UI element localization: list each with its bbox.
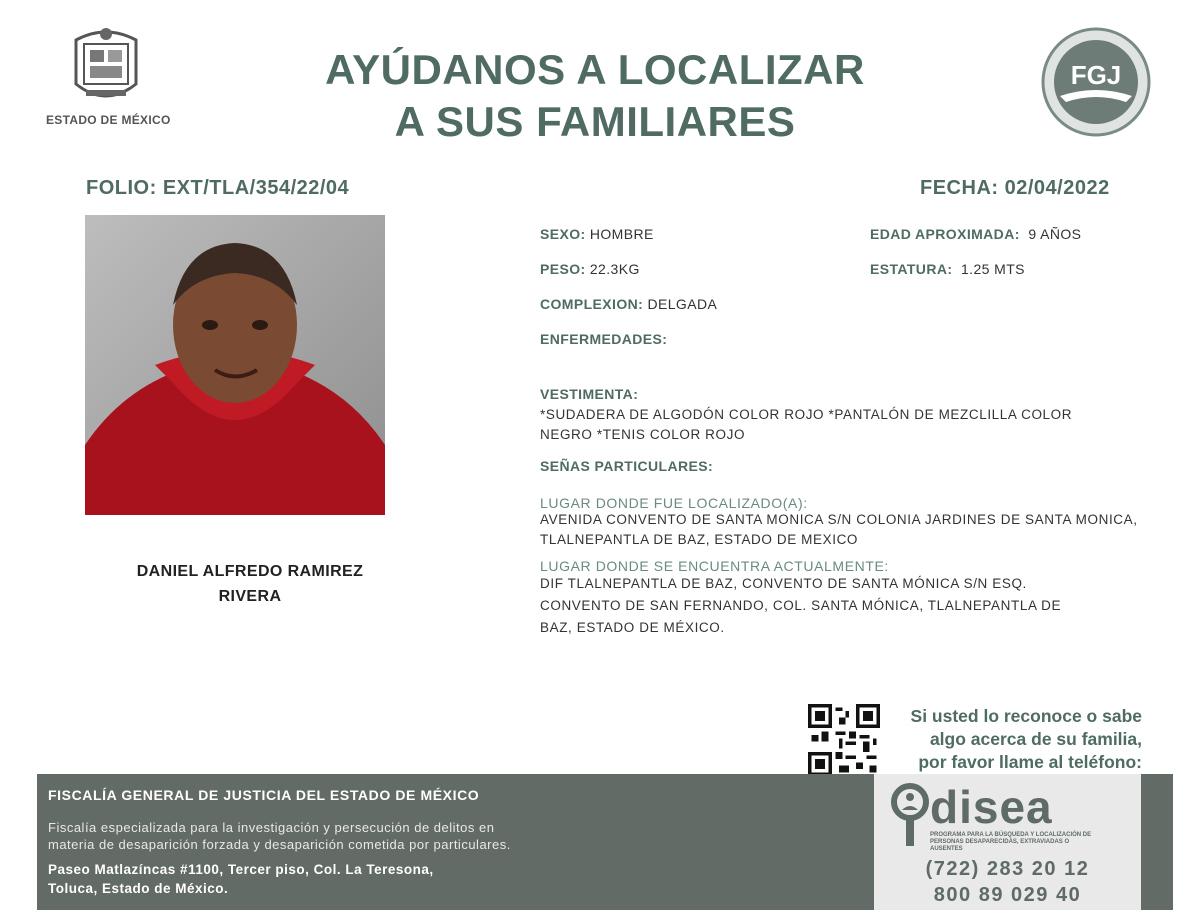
- footer-address: [48, 860, 648, 898]
- qr-code[interactable]: [808, 704, 880, 776]
- footer-desc-line-2: materia de desaparición forzada y desaparición cometida por particulares.: [48, 837, 511, 852]
- phone-number-1[interactable]: (722) 283 20 12: [925, 858, 1090, 880]
- estado-de-mexico-label: ESTADO DE MÉXICO: [46, 113, 171, 127]
- lugar-actual-line-2: CONVENTO DE SAN FERNANDO, COL. SANTA MÓNICA, TLALNEPANTLA DE: [540, 598, 1062, 613]
- title-line-2: A SUS FAMILIARES: [394, 98, 796, 145]
- title-line-1: AYÚDANOS A LOCALIZAR: [325, 46, 865, 93]
- estado-de-mexico-seal: [66, 22, 146, 110]
- estatura-label: ESTATURA:: [870, 261, 953, 277]
- sexo-field: [540, 226, 654, 242]
- lugar-actual-label: LUGAR DONDE SE ENCUENTRA ACTUALMENTE:: [540, 558, 889, 574]
- senas-label: SEÑAS PARTICULARES:: [540, 458, 714, 474]
- peso-value: 22.3KG: [589, 261, 640, 277]
- call-to-action: [884, 705, 1142, 774]
- complexion-field: [540, 296, 717, 312]
- lugar-localizado-line-2: TLALNEPANTLA DE BAZ, ESTADO DE MEXICO: [540, 532, 859, 547]
- person-photo: [85, 215, 385, 515]
- call-line-1: Si usted lo reconoce o sabe: [910, 706, 1142, 726]
- person-name-line-2: RIVERA: [218, 588, 282, 605]
- fgj-seal-text: FGJ: [1070, 60, 1122, 90]
- sexo-label: SEXO:: [540, 226, 586, 242]
- enfermedades-label: ENFERMEDADES:: [540, 331, 668, 347]
- complexion-value: DELGADA: [647, 296, 718, 312]
- lugar-actual-line-3: BAZ, ESTADO DE MÉXICO.: [540, 620, 725, 635]
- odisea-logo-text: disea: [930, 781, 1053, 833]
- footer-description: [48, 819, 648, 853]
- folio: FOLIO: EXT/TLA/354/22/04: [86, 177, 350, 199]
- edad-label: EDAD APROXIMADA:: [870, 226, 1020, 242]
- person-name: [110, 559, 390, 609]
- vestimenta-line-1: *SUDADERA DE ALGODÓN COLOR ROJO *PANTALÓN DE MEZCLILLA COLOR: [540, 407, 1073, 422]
- call-line-2: algo acerca de su familia,: [929, 729, 1142, 749]
- complexion-label: COMPLEXION:: [540, 296, 644, 312]
- fgj-seal: [1040, 26, 1152, 138]
- vestimenta-label: VESTIMENTA:: [540, 386, 639, 402]
- lugar-localizado-label: LUGAR DONDE FUE LOCALIZADO(A):: [540, 495, 808, 511]
- person-name-line-1: DANIEL ALFREDO RAMIREZ: [136, 563, 364, 580]
- vestimenta-text: [540, 405, 1072, 445]
- phone-number-2[interactable]: 800 89 029 40: [933, 884, 1082, 906]
- odisea-subtitle: PROGRAMA PARA LA BÚSQUEDA Y LOCALIZACIÓN DE PERSONAS DESAPARECIDAS, EXTRAVIADAS O AUSENTES: [930, 832, 1092, 852]
- vestimenta-line-2: NEGRO *TENIS COLOR ROJO: [540, 427, 746, 442]
- lugar-actual-line-1: DIF TLALNEPANTLA DE BAZ, CONVENTO DE SANTA MÓNICA S/N ESQ.: [540, 576, 1027, 591]
- peso-field: [540, 261, 640, 277]
- estatura-field: [870, 261, 1025, 277]
- odisea-magnifier-icon: [888, 782, 932, 850]
- footer-desc-line-1: Fiscalía especializada para la investigación y persecución de delitos en: [48, 820, 495, 835]
- lugar-actual-text: [540, 573, 1061, 639]
- edad-field: [870, 226, 1081, 242]
- footer-addr-line-2: Toluca, Estado de México.: [48, 881, 229, 896]
- lugar-localizado-text: [540, 510, 1138, 550]
- lugar-localizado-line-1: AVENIDA CONVENTO DE SANTA MONICA S/N COLONIA JARDINES DE SANTA MONICA,: [540, 512, 1138, 527]
- sexo-value: HOMBRE: [589, 226, 654, 242]
- estatura-value: 1.25 MTS: [961, 261, 1025, 277]
- page-title: [260, 44, 930, 148]
- footer-addr-line-1: Paseo Matlazíncas #1100, Tercer piso, Col. La Teresona,: [48, 862, 434, 877]
- fecha: FECHA: 02/04/2022: [920, 177, 1110, 199]
- edad-value: 9 AÑOS: [1028, 226, 1082, 242]
- call-line-3: por favor llame al teléfono:: [918, 752, 1142, 772]
- footer-heading: FISCALÍA GENERAL DE JUSTICIA DEL ESTADO DE MÉXICO: [48, 787, 480, 803]
- peso-label: PESO:: [540, 261, 586, 277]
